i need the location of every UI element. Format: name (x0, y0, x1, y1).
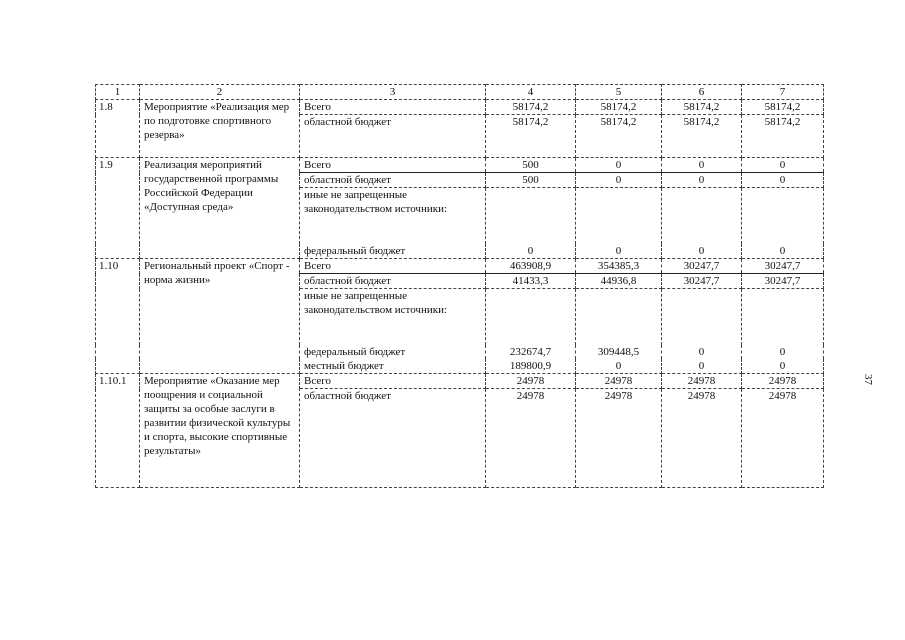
value-col4: 0 (486, 244, 576, 259)
value-col7 (742, 188, 824, 245)
row-name: Реализация мероприятий государственной программы Российской Федерации «Доступная среда» (140, 158, 300, 259)
value-col6: 24978 (662, 374, 742, 389)
value-col5: 0 (576, 173, 662, 188)
header-cell-1: 1 (96, 85, 140, 100)
row-name: Мероприятие «Оказание мер поощрения и социальной защиты за особые заслуги в развитии физической культуры и спорта, высокие спортивные результаты» (140, 374, 300, 488)
source-label: местный бюджет (300, 359, 486, 374)
page-number: 37 (862, 374, 874, 385)
value-col6 (662, 289, 742, 346)
value-col5: 24978 (576, 374, 662, 389)
value-col7: 0 (742, 359, 824, 374)
value-col7: 0 (742, 345, 824, 359)
value-col6: 30247,7 (662, 259, 742, 274)
value-col7: 58174,2 (742, 115, 824, 158)
table-row (96, 100, 824, 115)
value-col7: 24978 (742, 389, 824, 488)
table-row (96, 259, 824, 274)
source-label: областной бюджет (300, 274, 486, 289)
value-col5 (576, 289, 662, 346)
value-col4: 232674,7 (486, 345, 576, 359)
source-label: федеральный бюджет (300, 345, 486, 359)
value-col5: 0 (576, 359, 662, 374)
source-label: иные не запрещенные законодательством источники: (300, 188, 486, 245)
value-col4: 24978 (486, 374, 576, 389)
row-id: 1.9 (96, 158, 140, 259)
row-name: Региональный проект «Спорт - норма жизни» (140, 259, 300, 374)
value-col7: 0 (742, 158, 824, 173)
header-cell-2: 2 (140, 85, 300, 100)
value-col4: 24978 (486, 389, 576, 488)
value-col5: 24978 (576, 389, 662, 488)
value-col4: 500 (486, 173, 576, 188)
value-col5: 354385,3 (576, 259, 662, 274)
header-row (96, 85, 824, 100)
value-col4: 189800,9 (486, 359, 576, 374)
value-col5: 0 (576, 158, 662, 173)
table-row (96, 374, 824, 389)
source-label: Всего (300, 259, 486, 274)
row-id: 1.10.1 (96, 374, 140, 488)
value-col6: 0 (662, 345, 742, 359)
value-col4: 41433,3 (486, 274, 576, 289)
value-col7: 0 (742, 173, 824, 188)
row-id: 1.8 (96, 100, 140, 158)
value-col7 (742, 289, 824, 346)
value-col7: 30247,7 (742, 259, 824, 274)
value-col6: 0 (662, 158, 742, 173)
value-col5 (576, 188, 662, 245)
value-col6: 24978 (662, 389, 742, 488)
value-col5: 58174,2 (576, 100, 662, 115)
source-label: иные не запрещенные законодательством источники: (300, 289, 486, 346)
row-name: Мероприятие «Реализация мер по подготовке спортивного резерва» (140, 100, 300, 158)
value-col6: 58174,2 (662, 115, 742, 158)
table-row (96, 158, 824, 173)
value-col4: 463908,9 (486, 259, 576, 274)
value-col6: 0 (662, 173, 742, 188)
header-cell-6: 6 (662, 85, 742, 100)
header-cell-7: 7 (742, 85, 824, 100)
value-col4: 58174,2 (486, 115, 576, 158)
value-col4: 58174,2 (486, 100, 576, 115)
source-label: Всего (300, 158, 486, 173)
value-col4 (486, 188, 576, 245)
source-label: областной бюджет (300, 173, 486, 188)
value-col7: 58174,2 (742, 100, 824, 115)
value-col5: 44936,8 (576, 274, 662, 289)
value-col4: 500 (486, 158, 576, 173)
source-label: федеральный бюджет (300, 244, 486, 259)
value-col6: 0 (662, 359, 742, 374)
source-label: областной бюджет (300, 115, 486, 158)
value-col4 (486, 289, 576, 346)
value-col6: 30247,7 (662, 274, 742, 289)
source-label: Всего (300, 100, 486, 115)
value-col6: 0 (662, 244, 742, 259)
value-col6: 58174,2 (662, 100, 742, 115)
header-cell-5: 5 (576, 85, 662, 100)
row-id: 1.10 (96, 259, 140, 374)
value-col5: 0 (576, 244, 662, 259)
header-cell-3: 3 (300, 85, 486, 100)
source-label: Всего (300, 374, 486, 389)
value-col7: 30247,7 (742, 274, 824, 289)
value-col5: 58174,2 (576, 115, 662, 158)
value-col7: 24978 (742, 374, 824, 389)
budget-table (95, 84, 824, 488)
header-cell-4: 4 (486, 85, 576, 100)
value-col5: 309448,5 (576, 345, 662, 359)
source-label: областной бюджет (300, 389, 486, 488)
value-col6 (662, 188, 742, 245)
value-col7: 0 (742, 244, 824, 259)
